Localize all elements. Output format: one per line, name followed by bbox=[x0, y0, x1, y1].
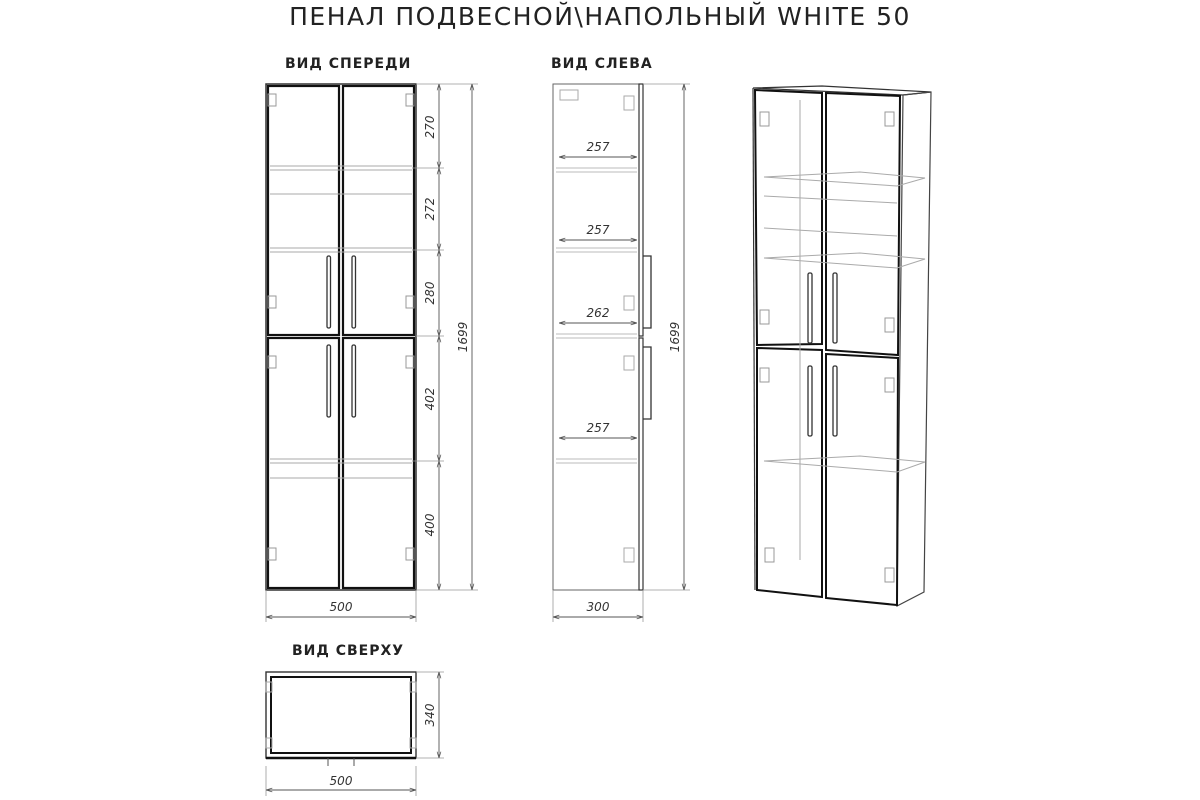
lower-door-edge bbox=[639, 338, 643, 590]
handle bbox=[833, 273, 837, 343]
dim-top-depth: 340 bbox=[423, 703, 437, 727]
front-extension-lines bbox=[266, 84, 478, 622]
handle bbox=[643, 256, 651, 328]
dim-top-width: 500 bbox=[329, 774, 353, 788]
dim-shelf-depth-2: 257 bbox=[586, 223, 610, 237]
iso-right-side bbox=[897, 92, 931, 606]
handle bbox=[327, 256, 331, 328]
top-hardware bbox=[266, 682, 416, 748]
front-hinges bbox=[268, 94, 414, 560]
top-extension-lines bbox=[266, 672, 444, 796]
side-hardware bbox=[560, 90, 634, 562]
handle bbox=[833, 366, 837, 436]
handle bbox=[808, 273, 812, 343]
top-inner bbox=[271, 677, 411, 753]
dim-front-total-height: 1699 bbox=[456, 321, 470, 353]
dim-section-2: 272 bbox=[423, 197, 437, 221]
top-view-label: ВИД СВЕРХУ bbox=[292, 643, 405, 659]
handle bbox=[327, 345, 331, 417]
front-dimension-lines bbox=[266, 84, 472, 617]
dim-shelf-depth-1: 257 bbox=[586, 140, 610, 154]
handle bbox=[352, 345, 356, 417]
top-view bbox=[266, 672, 444, 796]
isometric-view bbox=[753, 86, 931, 606]
side-panel bbox=[553, 84, 639, 590]
front-view bbox=[266, 84, 478, 622]
front-handles bbox=[327, 256, 356, 417]
handle bbox=[352, 256, 356, 328]
dim-section-1: 270 bbox=[423, 115, 437, 139]
front-view-label: ВИД СПЕРЕДИ bbox=[285, 56, 412, 72]
dim-side-total-height: 1699 bbox=[668, 321, 682, 353]
top-outline bbox=[266, 672, 416, 758]
side-dimension-lines bbox=[553, 84, 684, 617]
iso-hidden-shelves bbox=[764, 100, 925, 560]
front-hidden-shelves bbox=[270, 166, 412, 478]
handle bbox=[808, 366, 812, 436]
handle bbox=[643, 347, 651, 419]
top-dimension-lines bbox=[266, 672, 439, 790]
dim-shelf-depth-4: 257 bbox=[586, 421, 610, 435]
dim-front-width: 500 bbox=[329, 600, 353, 614]
dim-section-3: 280 bbox=[423, 281, 437, 305]
upper-door-edge bbox=[639, 84, 643, 336]
dim-section-5: 400 bbox=[423, 513, 437, 537]
dim-side-depth: 300 bbox=[586, 600, 610, 614]
side-view bbox=[553, 84, 690, 622]
dim-section-4: 402 bbox=[423, 387, 437, 411]
side-handles bbox=[643, 256, 651, 419]
drawing-title: ПЕНАЛ ПОДВЕСНОЙ\НАПОЛЬНЫЙ WHITE 50 bbox=[289, 2, 911, 31]
dim-shelf-depth-3: 262 bbox=[586, 306, 610, 320]
left-view-label: ВИД СЛЕВА bbox=[551, 56, 653, 72]
